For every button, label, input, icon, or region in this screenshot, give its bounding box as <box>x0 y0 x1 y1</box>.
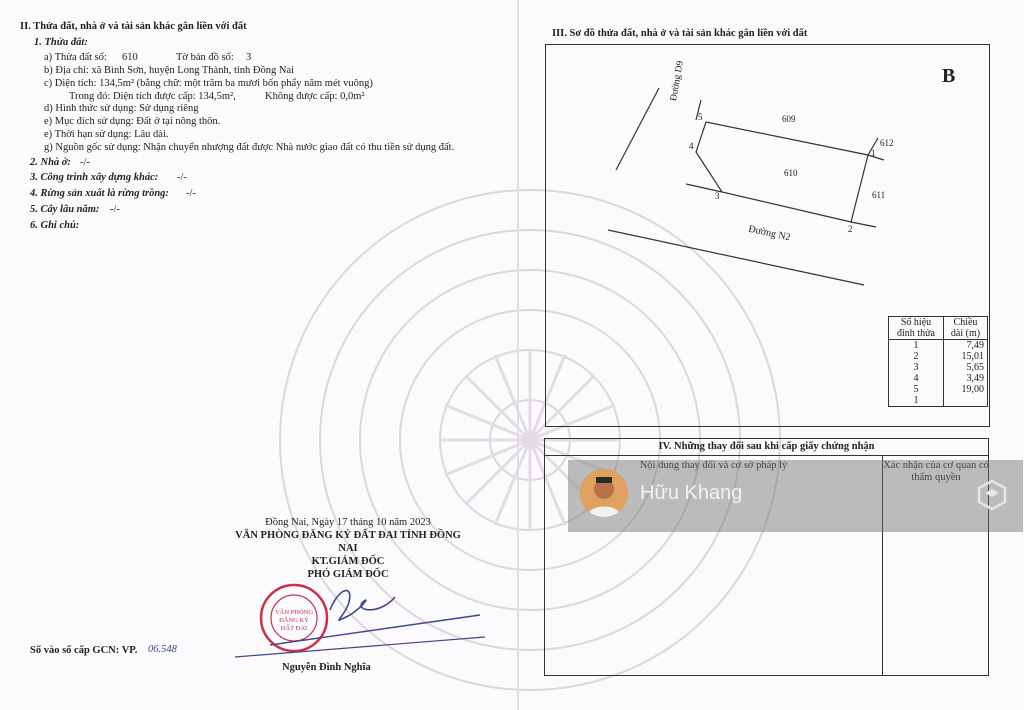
section-title-land: II. Thửa đất, nhà ở và tài sản khác gắn liền với đất <box>20 21 247 32</box>
table-row: 4 3,49 <box>889 373 988 384</box>
issue-date: Đồng Nai, Ngày 17 tháng 10 năm 2023 <box>265 517 431 528</box>
table-row: 3 5,65 <box>889 362 988 373</box>
vertex-1-label: 1 <box>871 148 876 158</box>
usage-term-line: e) Thời hạn sử dụng: Lâu dài. <box>44 129 169 140</box>
land-plot-number: 610 <box>122 52 138 63</box>
item-construction-title: 3. Công trình xây dựng khác: <box>30 172 159 183</box>
map-sheet-label: Tờ bản đồ số: <box>176 52 234 63</box>
lot-611-label: 611 <box>872 190 886 200</box>
item-notes-title: 6. Ghi chú: <box>30 220 80 231</box>
svg-text:VĂN PHÒNG: VĂN PHÒNG <box>274 609 314 616</box>
changes-title: IV. Những thay đổi sau khi cấp giấy chứng nhận <box>545 439 988 456</box>
vertex-2-label: 2 <box>848 224 853 234</box>
table-row: 2 15,01 <box>889 351 988 362</box>
road-d9-label: Đường D9 <box>668 60 686 102</box>
usage-form-line: d) Hình thức sử dụng: Sử dụng riêng <box>44 103 199 114</box>
plot-diagram <box>546 80 886 290</box>
svg-text:ĐĂNG KÝ: ĐĂNG KÝ <box>279 617 309 624</box>
poster-overlay <box>568 460 1023 532</box>
lot-610-label: 610 <box>784 168 798 178</box>
signer-name: Nguyễn Đình Nghĩa <box>282 662 371 673</box>
road-n2-label: Đường N2 <box>747 223 792 244</box>
registry-label: Số vào sổ cấp GCN: VP. <box>30 645 138 656</box>
item-construction-value: -/- <box>177 172 187 183</box>
poster-name[interactable]: Hữu Khang <box>640 482 743 504</box>
office-name: VĂN PHÒNG ĐĂNG KÝ ĐẤT ĐAI TỈNH ĐỒNG NAI <box>235 530 461 554</box>
north-arrow-icon: B <box>942 65 956 87</box>
area-not-granted: Không được cấp: 0,0m² <box>265 91 365 102</box>
vertex-4-label: 4 <box>689 141 694 151</box>
item-house-title: 2. Nhà ở: <box>30 157 71 168</box>
length-table-header-point: Số hiệu đỉnh thửa <box>889 317 944 340</box>
usage-purpose-line: e) Mục đích sử dụng: Đất ở tại nông thôn. <box>44 116 221 127</box>
signature-strokes <box>230 575 490 665</box>
vertex-5-label: 5 <box>698 112 703 122</box>
item-house-value: -/- <box>80 157 90 168</box>
area-line: c) Diện tích: 134,5m² (bằng chữ: một trăm ba mươi bốn phẩy năm mét vuông) <box>44 78 373 89</box>
usage-origin-line: g) Nguồn gốc sử dụng: Nhận chuyển nhượng đất được Nhà nước giao đất có thu tiền sử dụng đất. <box>44 142 455 153</box>
cube-logo-icon <box>975 478 1009 512</box>
avatar[interactable] <box>580 469 628 517</box>
area-granted: Trong đó: Diện tích được cấp: 134,5m², <box>69 91 236 102</box>
item-forest-value: -/- <box>186 188 196 199</box>
table-row: 1 7,49 <box>889 340 988 352</box>
table-row: 5 19,00 <box>889 384 988 395</box>
changes-confirm-header: Xác nhận của cơ quan có thẩm quyền <box>883 460 989 483</box>
map-sheet-number: 3 <box>246 52 252 63</box>
table-row: 1 <box>889 395 988 407</box>
changes-content-header: Nội dung thay đổi và cơ sở pháp lý <box>639 460 788 471</box>
length-table <box>888 316 988 407</box>
vertex-3-label: 3 <box>715 191 720 201</box>
vice-director: PHÓ GIÁM ĐỐC <box>307 569 389 580</box>
kt-director: KT.GIÁM ĐỐC <box>311 556 385 567</box>
item-land-title: 1. Thửa đất: <box>34 37 88 48</box>
land-plot-number-label: a) Thửa đất số: <box>44 52 107 63</box>
signature-block <box>228 516 468 581</box>
page-fold <box>517 0 519 710</box>
lot-612-label: 612 <box>880 138 894 148</box>
svg-text:ĐẤT ĐAI: ĐẤT ĐAI <box>280 625 308 632</box>
length-table-header-length: Chiều dài (m) <box>944 317 988 340</box>
item-forest-title: 4. Rừng sản xuất là rừng trồng: <box>30 188 169 199</box>
address-line: b) Địa chỉ: xã Bình Sơn, huyện Long Thành, tỉnh Đồng Nai <box>44 65 295 76</box>
registry-number: 06.548 <box>148 644 177 655</box>
section-title-diagram: III. Sơ đồ thửa đất, nhà ở và tài sản khác gắn liền với đất <box>552 28 808 39</box>
person-icon <box>580 469 628 517</box>
item-perennial-value: -/- <box>110 204 120 215</box>
item-perennial-title: 5. Cây lâu năm: <box>30 204 100 215</box>
lot-609-label: 609 <box>782 114 796 124</box>
